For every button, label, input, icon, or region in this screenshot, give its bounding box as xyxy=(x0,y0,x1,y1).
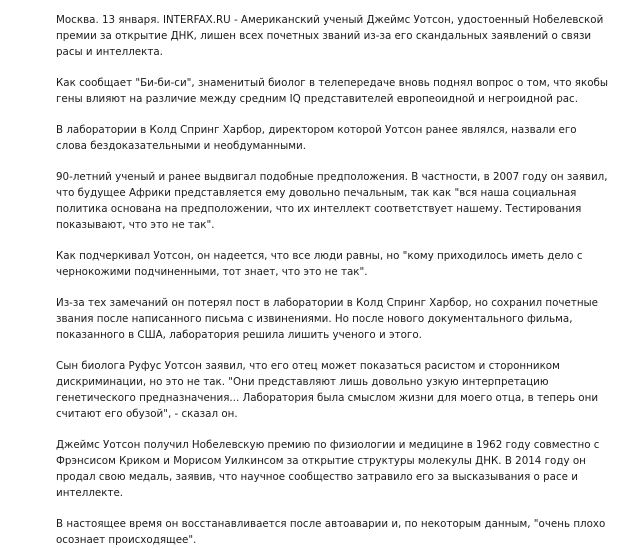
article-paragraph: Как подчеркивал Уотсон, он надеется, что все люди равны, но "кому приходилось иметь дело с чернокожими подчиненными, тот знает, что это не так". xyxy=(56,250,583,278)
article-paragraph: В лаборатории в Колд Спринг Харбор, директором которой Уотсон ранее являлся, назвали его слова бездоказательными и необдуманными. xyxy=(56,124,577,152)
article-paragraph: Сын биолога Руфус Уотсон заявил, что его отец может показаться расистом и сторонником дискриминации, но это не так. "Они представляют лишь довольно узкую интерпретацию генетического предназначения... Лаборатория была смыслом жизни для моего отца, в теперь они считают его обузой", - сказал он. xyxy=(56,360,599,420)
article-paragraph: Из-за тех замечаний он потерял пост в лаборатории в Колд Спринг Харбор, но сохранил почетные звания после написанного письма с извинениями. Но после нового документального фильма, показанного в США, лаборатория решила лишить ученого и этого. xyxy=(56,297,599,341)
article-paragraph: 90-летний ученый и ранее выдвигал подобные предположения. В частности, в 2007 году он заявил, что будущее Африки представляется ему довольно печальным, так как "вся наша социальная политика основана на предположении, что их интеллект соответствует нашему. Тестирования показывают, что это не так". xyxy=(56,171,608,231)
article-paragraph: Как сообщает "Би-би-си", знаменитый биолог в телепередаче вновь поднял вопрос о том, что якобы гены влияют на различие между средним IQ представителей европеоидной и негроидной рас. xyxy=(56,77,608,105)
article-paragraph: В настоящее время он восстанавливается после автоаварии и, по некоторым данным, "очень плохо осознает происходящее". xyxy=(56,518,606,546)
article-paragraph: Джеймс Уотсон получил Нобелевскую премию по физиологии и медицине в 1962 году совместно с Фрэнсисом Криком и Морисом Уилкинсом за открытие структуры молекулы ДНК. В 2014 году он продал свою медаль, заявив, что научное сообщество затравило его за высказывания о расе и интеллекте. xyxy=(56,439,600,499)
article-paragraph-lead: Москва. 13 января. INTERFAX.RU - Американский ученый Джеймс Уотсон, удостоенный Нобелевской премии за открытие ДНК, лишен всех почетных званий из-за его скандальных заявлений о связи расы и интеллекта. xyxy=(56,14,604,58)
